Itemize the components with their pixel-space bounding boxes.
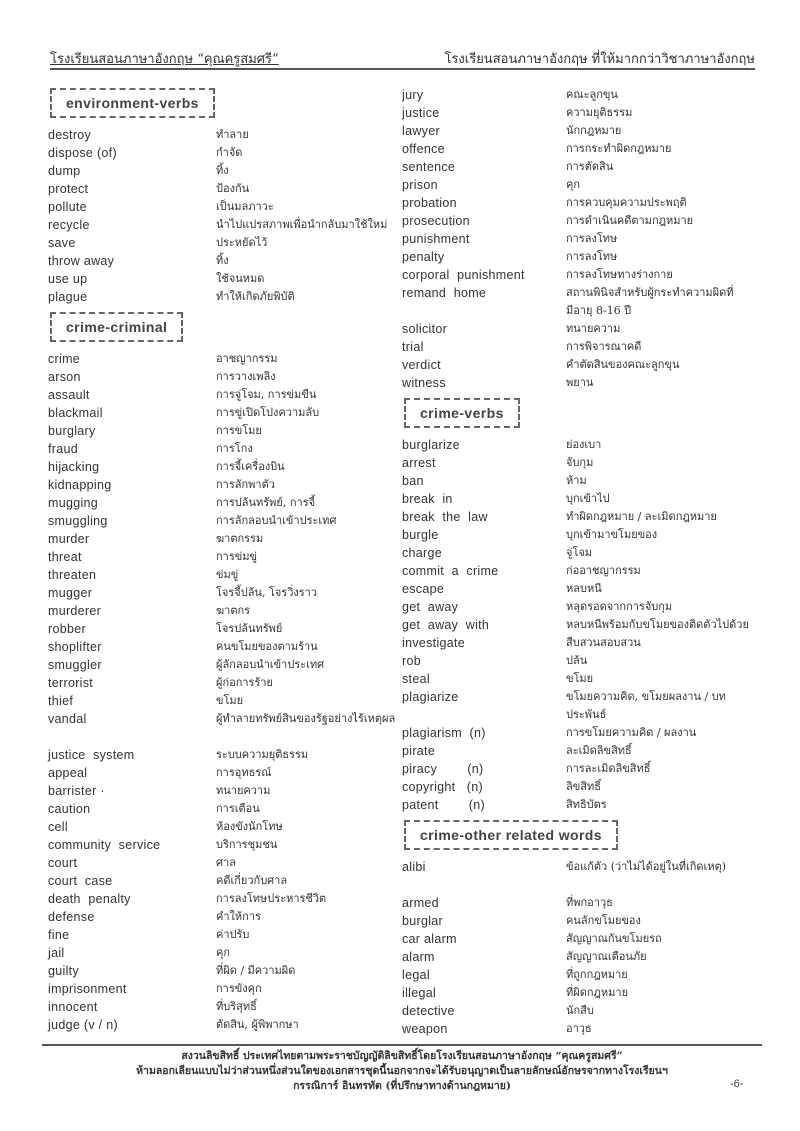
thai-translation: หลุดรอดจากการจับกุม [566,600,673,613]
vocab-row [48,126,393,144]
thai-translation: โจรปล้นทรัพย์ [216,622,283,635]
vocab-row [48,476,393,494]
english-term: jury [402,88,424,102]
english-term: murder [48,532,90,546]
thai-translation: ห้องขังนักโทษ [216,820,283,833]
crime-criminal-list-continued [402,86,757,392]
vocab-row [48,350,393,368]
thai-translation: นำไปแปรสภาพเพื่อนำกลับมาใช้ใหม่ [216,218,388,231]
english-term: arrest [402,456,436,470]
thai-translation: กำจัด [216,146,243,159]
thai-translation: การขังคุก [216,982,262,995]
english-term: threat [48,550,82,564]
english-term: verdict [402,358,441,372]
thai-translation: เป็นมลภาวะ [216,200,274,213]
thai-translation: สัญญาณเตือนภัย [566,950,647,963]
english-term: plague [48,290,88,304]
vocab-row [402,454,757,472]
section-heading-crime-other: crime-other related words [404,820,618,850]
thai-translation: ป้องกัน [216,182,250,195]
thai-translation: ทนายความ [216,784,271,797]
vocab-row [48,674,393,692]
thai-translation: ที่ถูกกฎหมาย [566,968,628,981]
english-term: save [48,236,76,250]
thai-translation: ละเมิดลิขสิทธิ์ [566,744,632,757]
english-term: illegal [402,986,437,1000]
thai-translation: การลักลอบนำเข้าประเทศ [216,514,337,527]
crime-verbs-list [402,436,757,814]
vocab-row [48,818,393,836]
thai-translation: ทำให้เกิดภัยพิบัติ [216,290,295,303]
vocab-row [48,252,393,270]
vocab-row [48,458,393,476]
thai-translation: คดีเกี่ยวกับศาล [216,874,288,887]
english-term: defense [48,910,95,924]
english-term: assault [48,388,90,402]
thai-translation: การลงโทษ [566,250,618,263]
copyright-footer [42,1044,762,1094]
vocab-row [48,782,393,800]
english-term: jail [48,946,65,960]
thai-translation: ตัดสิน, ผู้พิพากษา [216,1018,299,1031]
vocab-row [48,764,393,782]
thai-translation: การวางเพลิง [216,370,276,383]
vocab-row [48,620,393,638]
thai-translation: ประหยัดไว้ [216,236,268,249]
english-term: shoplifter [48,640,102,654]
vocab-row [402,562,757,580]
section-heading-crime-verbs: crime-verbs [404,398,520,428]
thai-translation: การปล้นทรัพย์, การจี้ [216,496,316,509]
english-term: burglarize [402,438,460,452]
english-term: solicitor [402,322,448,336]
vocab-row [402,104,757,122]
header-school-name: โรงเรียนสอนภาษาอังกฤษ “คุณครูสมศรี” [50,52,279,67]
vocab-row [48,926,393,944]
right-column [402,86,757,1038]
english-term: pollute [48,200,87,214]
thai-translation: จู่โจม [566,546,593,559]
english-term: lawyer [402,124,440,138]
english-term: judge (v / n) [48,1018,118,1032]
english-term: murderer [48,604,102,618]
vocab-row [48,180,393,198]
section-heading-crime-criminal: crime-criminal [50,312,183,342]
vocab-row [48,980,393,998]
english-term: detective [402,1004,455,1018]
thai-translation: บุกเข้ามาขโมยของ [566,528,658,541]
thai-translation: ห้าม [566,474,587,487]
thai-translation: อาวุธ [566,1022,592,1035]
vocab-row [48,962,393,980]
footer-legal-advisor-line: กรรณิการ์ อินทรทัต (ที่ปรึกษาทางด้านกฎหมาย) [293,1080,511,1092]
vocab-row [48,656,393,674]
footer-copyright-line: สงวนลิขสิทธิ์ ประเทศไทยตามพระราชบัญญัติลิขสิทธิ์โดยโรงเรียนสอนภาษาอังกฤษ “คุณครูสมศรี” [181,1050,623,1062]
thai-translation: คุก [566,178,581,191]
thai-translation: ข่มขู่ [216,568,239,581]
thai-translation: การลงโทษ [566,232,618,245]
thai-translation: ทนายความ [566,322,621,335]
thai-translation: การลงโทษทางร่างกาย [566,268,673,281]
thai-translation: ปล้น [566,654,588,667]
english-term: copyright (n) [402,780,483,794]
thai-translation: คำตัดสินของคณะลูกขุน [566,358,680,371]
vocab-row [48,368,393,386]
vocab-row [402,912,757,930]
vocab-row [402,1020,757,1038]
thai-translation: จับกุม [566,456,594,469]
thai-translation: การจี้เครื่องบิน [216,460,285,473]
crime-criminal-list [48,350,396,1034]
vocab-row [48,494,393,512]
vocab-row [48,1016,393,1034]
thai-translation: การลงโทษประหารชีวิต [216,892,327,905]
english-term: car alarm [402,932,457,946]
english-term: remand home [402,286,487,300]
vocab-row [402,176,757,194]
vocab-row [402,140,757,158]
english-term: destroy [48,128,92,142]
english-term: recycle [48,218,90,232]
vocab-row [48,800,393,818]
thai-translation: การขู่เปิดโปงความลับ [216,406,320,419]
vocab-row [48,198,393,216]
vocab-row [48,692,393,710]
thai-translation: ที่ผิด / มีความผิด [216,964,296,977]
english-term: kidnapping [48,478,112,492]
thai-translation: คำให้การ [216,910,261,923]
english-term: arson [48,370,81,384]
english-term: hijacking [48,460,100,474]
english-term: court [48,856,78,870]
vocab-row [48,512,393,530]
english-term: vandal [48,712,87,726]
vocab-row [48,638,393,656]
thai-translation: ขโมย [566,672,594,685]
thai-translation: ทำลาย [216,128,249,141]
vocab-row [402,544,757,562]
thai-translation: ผู้ทำลายทรัพย์สินของรัฐอย่างไร้เหตุผล [216,712,396,725]
english-term: threaten [48,568,97,582]
thai-translation: การพิจารณาคดี [566,340,642,353]
english-term: guilty [48,964,79,978]
thai-translation: คุก [216,946,231,959]
vocab-row [402,490,757,508]
english-term: legal [402,968,430,982]
english-term: fine [48,928,70,942]
vocab-row [402,778,757,796]
vocab-row [48,890,393,908]
thai-translation: บุกเข้าไป [566,492,610,505]
english-term: robber [48,622,86,636]
thai-translation: ใช้จนหมด [216,272,265,285]
english-term: blackmail [48,406,103,420]
vocab-row [402,742,757,760]
english-term: get away with [402,618,490,632]
english-term: escape [402,582,445,596]
thai-translation: การโกง [216,442,253,455]
english-term: protect [48,182,89,196]
english-term: witness [402,376,446,390]
english-term: innocent [48,1000,98,1014]
thai-translation: นักกฎหมาย [566,124,622,137]
thai-translation: การกระทำผิดกฎหมาย [566,142,672,155]
english-term: dump [48,164,81,178]
vocab-row [48,836,393,854]
thai-translation: สิทธิบัตร [566,798,607,811]
thai-translation: ขโมยความคิด, ขโมยผลงาน / บทประพันธ์ [566,690,726,721]
vocab-row [402,86,757,104]
english-term: use up [48,272,88,286]
thai-translation: โจรจี้ปล้น, โจรวิ่งราว [216,586,318,599]
english-term: burglar [402,914,444,928]
vocab-row [48,422,393,440]
english-term: break the law [402,510,488,524]
english-term: court case [48,874,113,888]
english-term: crime [48,352,81,366]
header-slogan: โรงเรียนสอนภาษาอังกฤษ ที่ให้มากกว่าวิชาภาษาอังกฤษ [444,52,755,67]
vocab-row [402,724,757,742]
vocab-row [402,894,757,912]
vocab-row [402,122,757,140]
vocab-row [402,1002,757,1020]
english-term: death penalty [48,892,131,906]
thai-translation: ฆาตกร [216,604,251,617]
thai-translation: ย่องเบา [566,438,602,451]
vocab-row [402,266,757,284]
thai-translation: นักสืบ [566,1004,594,1017]
english-term: steal [402,672,430,686]
vocab-row [48,944,393,962]
thai-translation: ลิขสิทธิ์ [566,780,601,793]
english-term: barrister · [48,784,105,798]
english-term: plagiarize [402,690,459,704]
thai-translation: ที่พกอาวุธ [566,896,613,909]
thai-translation: ศาล [216,856,236,869]
crime-other-list [402,858,757,1038]
vocab-row [402,652,757,670]
english-term: prison [402,178,438,192]
vocab-row [402,930,757,948]
vocab-row [48,566,393,584]
thai-translation: ทำผิดกฎหมาย / ละเมิดกฎหมาย [566,510,717,523]
thai-translation: การอุทธรณ์ [216,766,272,779]
english-term: appeal [48,766,88,780]
vocab-row [402,598,757,616]
vocab-row [402,984,757,1002]
vocab-row [48,872,393,890]
thai-translation: การดำเนินคดีตามกฎหมาย [566,214,694,227]
thai-translation: ก่ออาชญากรรม [566,564,641,577]
section-heading-environment-verbs: environment-verbs [50,88,215,118]
vocab-row [402,320,757,338]
english-term: investigate [402,636,466,650]
vocab-row [48,234,393,252]
thai-translation: ความยุติธรรม [566,106,633,119]
thai-translation: การเตือน [216,802,260,815]
vocab-row [48,602,393,620]
vocab-row [402,508,757,526]
vocab-row [48,440,393,458]
left-column [48,86,396,1034]
thai-translation: ค่าปรับ [216,928,250,941]
page-number: -6- [730,1078,744,1090]
vocab-row [402,284,757,320]
vocab-row [48,162,393,180]
english-term: imprisonment [48,982,127,996]
thai-translation: หลบหนีพร้อมกับขโมยของติดตัวไปด้วย [566,618,749,631]
english-term: trial [402,340,424,354]
vocab-row [48,854,393,872]
vocab-row [402,230,757,248]
english-term: terrorist [48,676,94,690]
thai-translation: พยาน [566,376,594,389]
vocab-row [402,338,757,356]
english-term: justice system [48,748,135,762]
english-term: fraud [48,442,78,456]
thai-translation: การควบคุมความประพฤติ [566,196,687,209]
thai-translation: การข่มขู่ [216,550,258,563]
english-term: burgle [402,528,439,542]
english-term: armed [402,896,439,910]
english-term: plagiarism (n) [402,726,486,740]
vocab-row [48,216,393,234]
vocab-row [48,908,393,926]
english-term: sentence [402,160,456,174]
thai-translation: คณะลูกขุน [566,88,618,101]
vocab-row [48,270,393,288]
vocab-row [402,436,757,454]
english-term: pirate [402,744,436,758]
vocab-row [402,526,757,544]
vocab-row [402,374,757,392]
thai-translation: หลบหนี [566,582,602,595]
english-term: throw away [48,254,115,268]
thai-translation: การขโมย [216,424,262,437]
thai-translation: ที่บริสุทธิ์ [216,1000,257,1013]
thai-translation: ขโมย [216,694,244,707]
english-term: community service [48,838,161,852]
english-term: ban [402,474,424,488]
english-term: weapon [402,1022,448,1036]
thai-translation: การละเมิดลิขสิทธิ์ [566,762,651,775]
english-term: caution [48,802,91,816]
english-term: mugger [48,586,93,600]
vocab-row [402,356,757,374]
thai-translation: สัญญาณกันขโมยรถ [566,932,662,945]
english-term: justice [402,106,440,120]
english-term: break in [402,492,453,506]
thai-translation: คนลักขโมยของ [566,914,641,927]
vocab-row [402,858,757,894]
thai-translation: สืบสวนสอบสวน [566,636,641,649]
english-term: thief [48,694,74,708]
english-term: probation [402,196,457,210]
vocab-row [48,746,393,764]
vocab-row [48,710,396,746]
thai-translation: สถานพินิจสำหรับผู้กระทำความผิดที่มีอายุ 8-16 ปี [566,286,734,317]
vocab-row [402,688,757,724]
english-term: alarm [402,950,435,964]
english-term: punishment [402,232,470,246]
thai-translation: ที่ผิดกฎหมาย [566,986,629,999]
thai-translation: คนขโมยของตามร้าน [216,640,318,653]
vocab-row [48,404,393,422]
vocab-row [402,248,757,266]
vocab-row [402,616,757,634]
english-term: get away [402,600,459,614]
vocab-row [402,670,757,688]
footer-no-copy-line: ห้ามลอกเลียนแบบไม่ว่าส่วนหนึ่งส่วนใดของเอกสารชุดนี้นอกจากจะได้รับอนุญาตเป็นลายลักษณ์อักษรจากทางโรงเรียนฯ [136,1065,668,1077]
thai-translation: การตัดสิน [566,160,614,173]
vocab-row [402,212,757,230]
thai-translation: ฆาตกรรม [216,532,264,545]
thai-translation: การลักพาตัว [216,478,275,491]
environment-verbs-list [48,126,393,306]
english-term: dispose (of) [48,146,117,160]
thai-translation: อาชญากรรม [216,352,278,365]
vocab-row [48,144,393,162]
english-term: rob [402,654,421,668]
vocab-row [48,386,393,404]
vocab-row [48,288,393,306]
thai-translation: การขโมยความคิด / ผลงาน [566,726,697,739]
vocab-row [402,194,757,212]
thai-translation: ข้อแก้ตัว (ว่าไม่ได้อยู่ในที่เกิดเหตุ) [566,860,726,873]
vocab-row [48,584,393,602]
vocab-row [402,760,757,778]
english-term: commit a crime [402,564,499,578]
english-term: offence [402,142,445,156]
english-term: corporal punishment [402,268,525,282]
thai-translation: การจู่โจม, การข่มขืน [216,388,317,401]
vocab-row [402,796,757,814]
vocab-row [402,580,757,598]
english-term: piracy (n) [402,762,484,776]
thai-translation: ระบบความยุติธรรม [216,748,309,761]
english-term: penalty [402,250,445,264]
vocab-row [48,530,393,548]
english-term: alibi [402,860,426,874]
vocab-row [402,966,757,984]
english-term: patent (n) [402,798,485,812]
vocab-row [402,948,757,966]
english-term: charge [402,546,443,560]
vocab-row [402,158,757,176]
thai-translation: บริการชุมชน [216,838,278,851]
thai-translation: ผู้ลักลอบนำเข้าประเทศ [216,658,325,671]
thai-translation: ทิ้ง [216,254,229,267]
page-header [50,46,755,70]
vocab-row [48,548,393,566]
thai-translation: ผู้ก่อการร้าย [216,676,273,689]
english-term: prosecution [402,214,470,228]
vocab-row [402,472,757,490]
vocab-row [48,998,393,1016]
english-term: burglary [48,424,96,438]
english-term: smuggling [48,514,108,528]
english-term: cell [48,820,68,834]
vocab-row [402,634,757,652]
english-term: mugging [48,496,99,510]
thai-translation: ทิ้ง [216,164,229,177]
english-term: smuggler [48,658,102,672]
